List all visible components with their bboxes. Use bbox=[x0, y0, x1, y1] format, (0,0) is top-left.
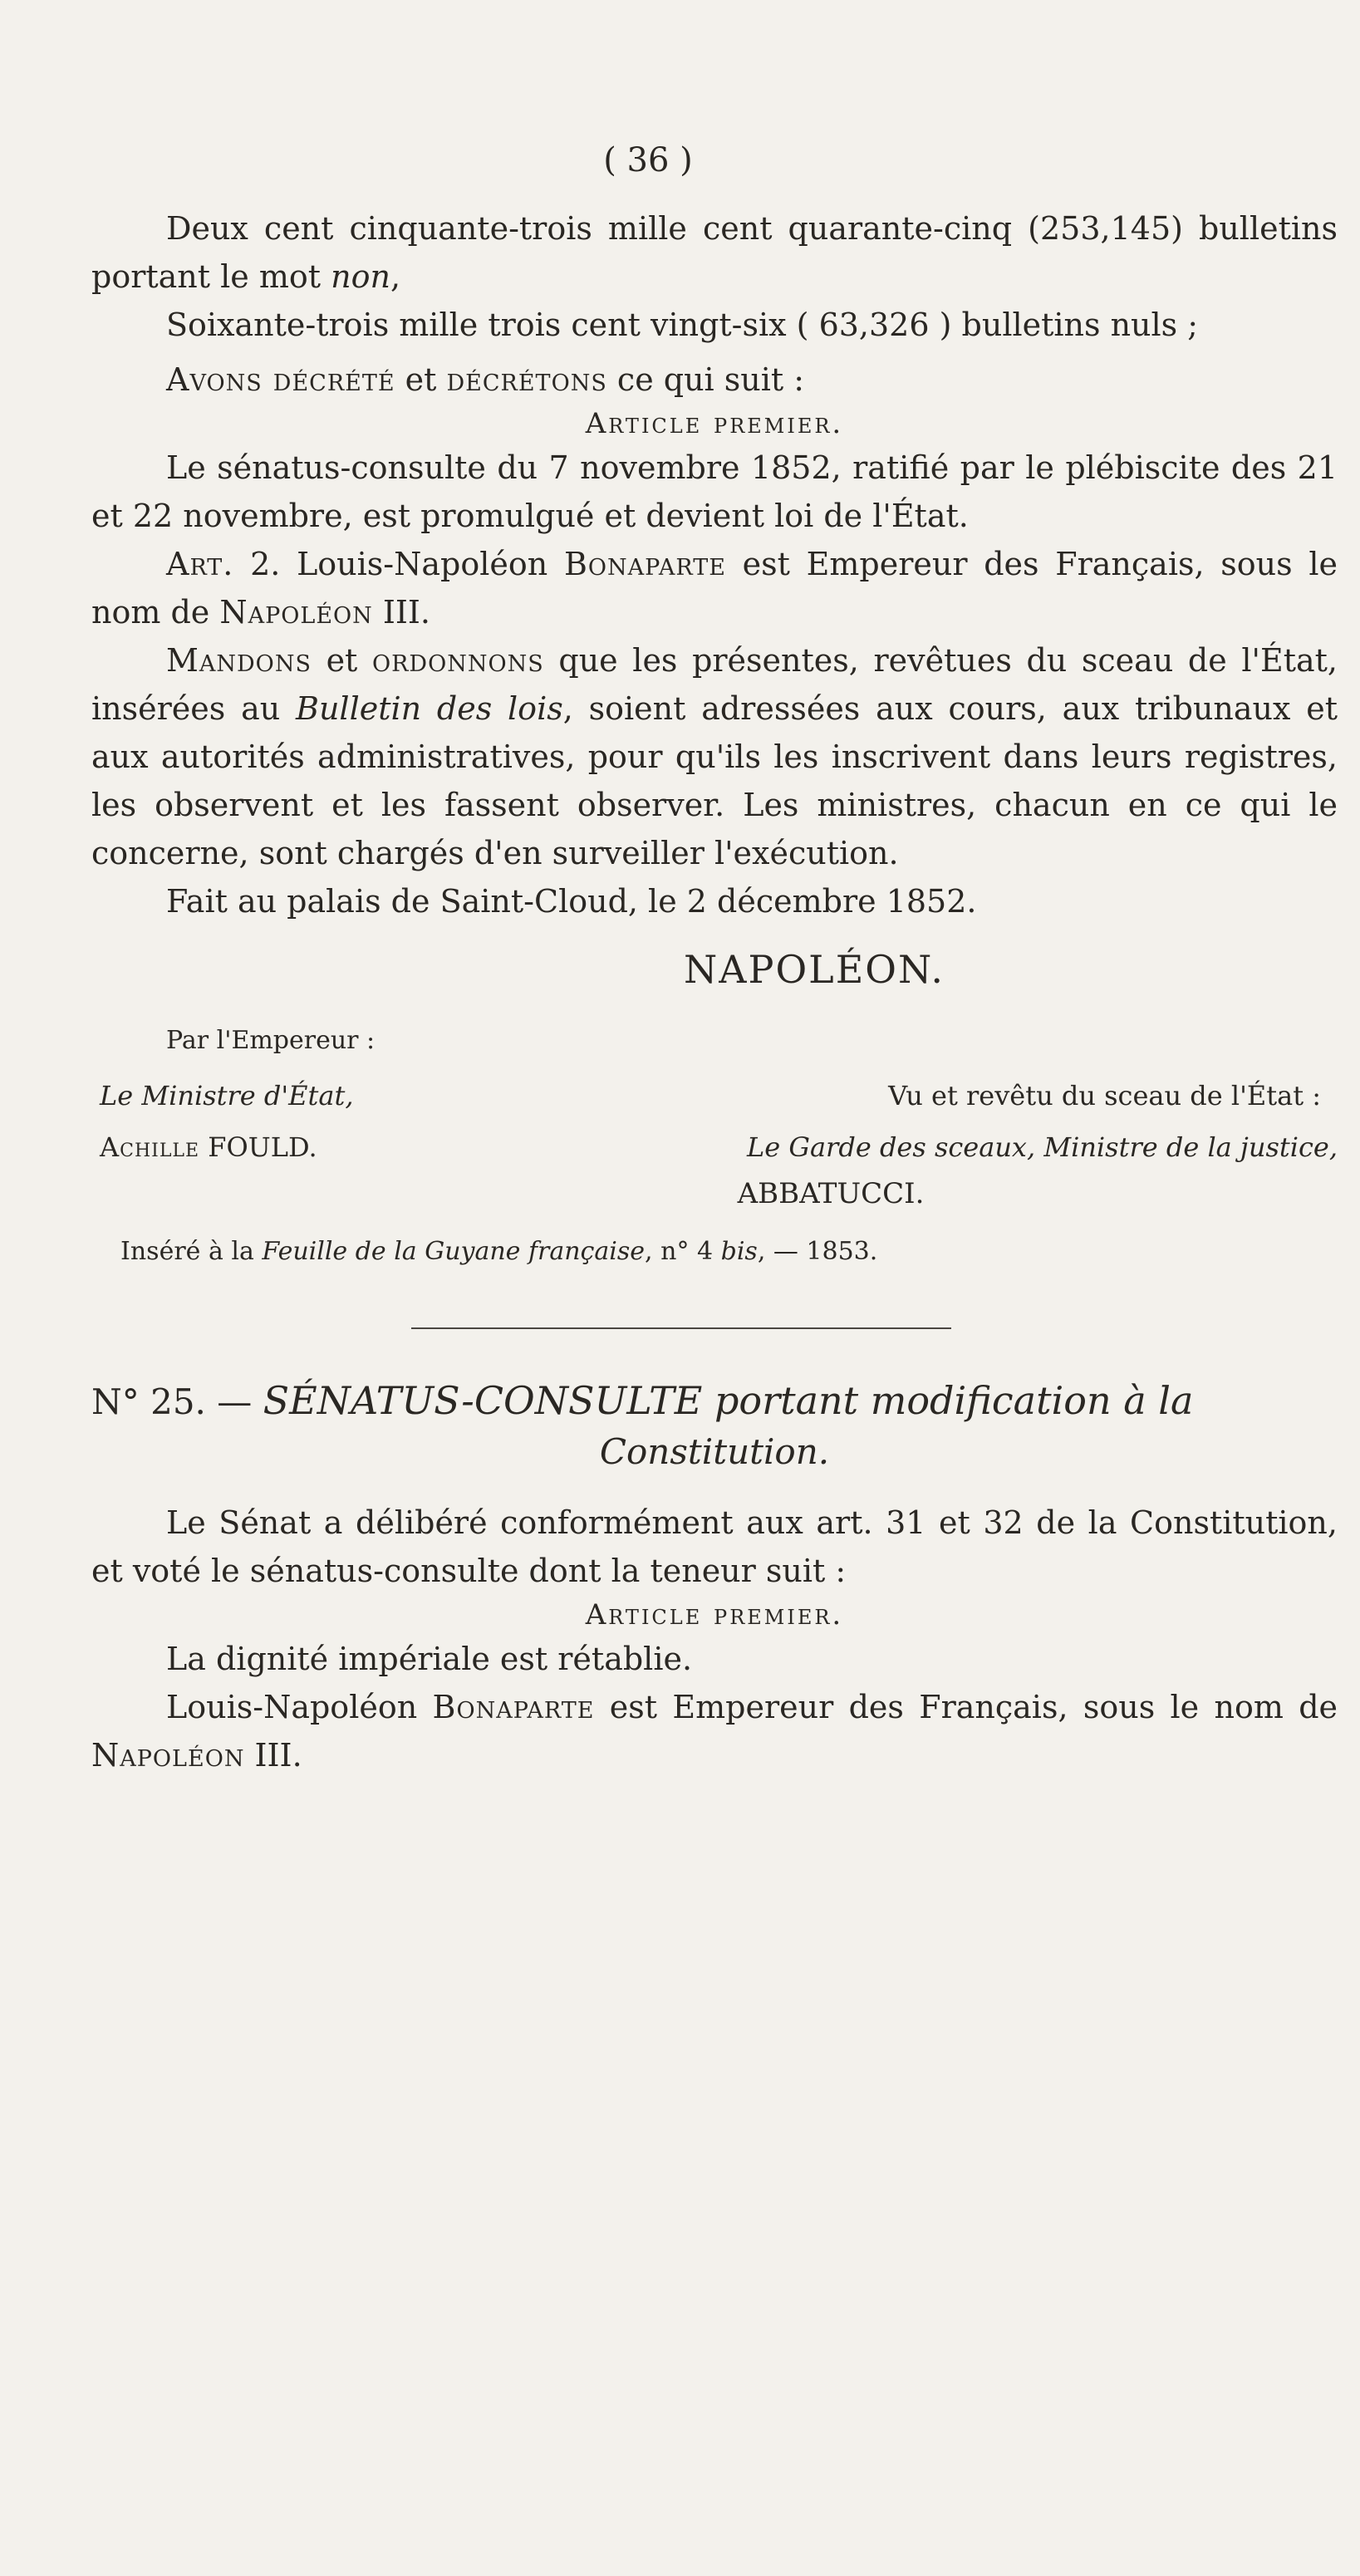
signatories-row-1 bbox=[91, 1070, 1338, 1121]
paragraph-louis-napoleon: Louis-Napoléon Bonaparte est Empereur des Français, sous le nom de Napoléon III. bbox=[91, 1689, 1338, 1774]
garde-des-sceaux-label: Le Garde des sceaux, Ministre de la justice, bbox=[747, 1131, 1338, 1163]
page-number: ( 36 ) bbox=[603, 141, 693, 179]
paragraph-bulletins-non: Deux cent cinquante-trois mille cent quarante-cinq (253,145) bulletins portant le mot non, bbox=[91, 210, 1338, 295]
paragraph-avons-decrete: Avons décrété et décrétons ce qui suit : bbox=[166, 361, 805, 398]
paragraph-bulletins-nuls: Soixante-trois mille trois cent vingt-six ( 63,326 ) bulletins nuls ; bbox=[166, 307, 1199, 343]
ministre-etat-label: Le Ministre d'État, bbox=[100, 1080, 354, 1111]
par-l-empereur: Par l'Empereur : bbox=[166, 1026, 376, 1055]
achille-fould: Achille FOULD. bbox=[100, 1131, 317, 1163]
vu-revetu-label: Vu et revêtu du sceau de l'État : bbox=[888, 1080, 1321, 1111]
signature-abbatucci: ABBATUCCI. bbox=[737, 1177, 925, 1210]
article-premier-heading-2: Article premier. bbox=[585, 1598, 844, 1631]
paragraph-senat-delibere: Le Sénat a délibéré conformément aux art. 31 et 32 de la Constitution, et voté le sénatus-consulte dont la teneur suit : bbox=[91, 1504, 1338, 1589]
signatories-row-2 bbox=[91, 1121, 1338, 1173]
paragraph-dignite-imperiale: La dignité impériale est rétablie. bbox=[166, 1641, 693, 1677]
signature-napoleon: NAPOLÉON. bbox=[684, 947, 945, 992]
paragraph-fait-au-palais: Fait au palais de Saint-Cloud, le 2 décembre 1852. bbox=[166, 883, 977, 920]
paragraph-mandons: Mandons et ordonnons que les présentes, revêtues du sceau de l'État, insérées au Bulletin des lois, soient adressées aux cours, aux tribunaux et aux autorités administratives, pour qu'ils les inscrivent dans leurs registres, les observent et les fassent observer. Les ministres, chacun en ce qui le concerne, sont chargés d'en surveiller l'exécution. bbox=[91, 642, 1338, 871]
paragraph-senatus-consulte: Le sénatus-consulte du 7 novembre 1852, ratifié par le plébiscite des 21 et 22 novembre, est promulgué et devient loi de l'État. bbox=[91, 449, 1338, 534]
section-title-no-25: N° 25. — SÉNATUS-CONSULTE portant modification à la bbox=[91, 1378, 1194, 1423]
section-subtitle-constitution: Constitution. bbox=[599, 1431, 830, 1472]
section-divider bbox=[411, 1327, 951, 1329]
article-premier-heading: Article premier. bbox=[585, 407, 844, 440]
page-content bbox=[91, 141, 1338, 1779]
paragraph-article-2: Art. 2. Louis-Napoléon Bonaparte est Empereur des Français, sous le nom de Napoléon III. bbox=[91, 546, 1338, 631]
insere-note: Inséré à la Feuille de la Guyane française, n° 4 bis, — 1853. bbox=[120, 1237, 878, 1266]
